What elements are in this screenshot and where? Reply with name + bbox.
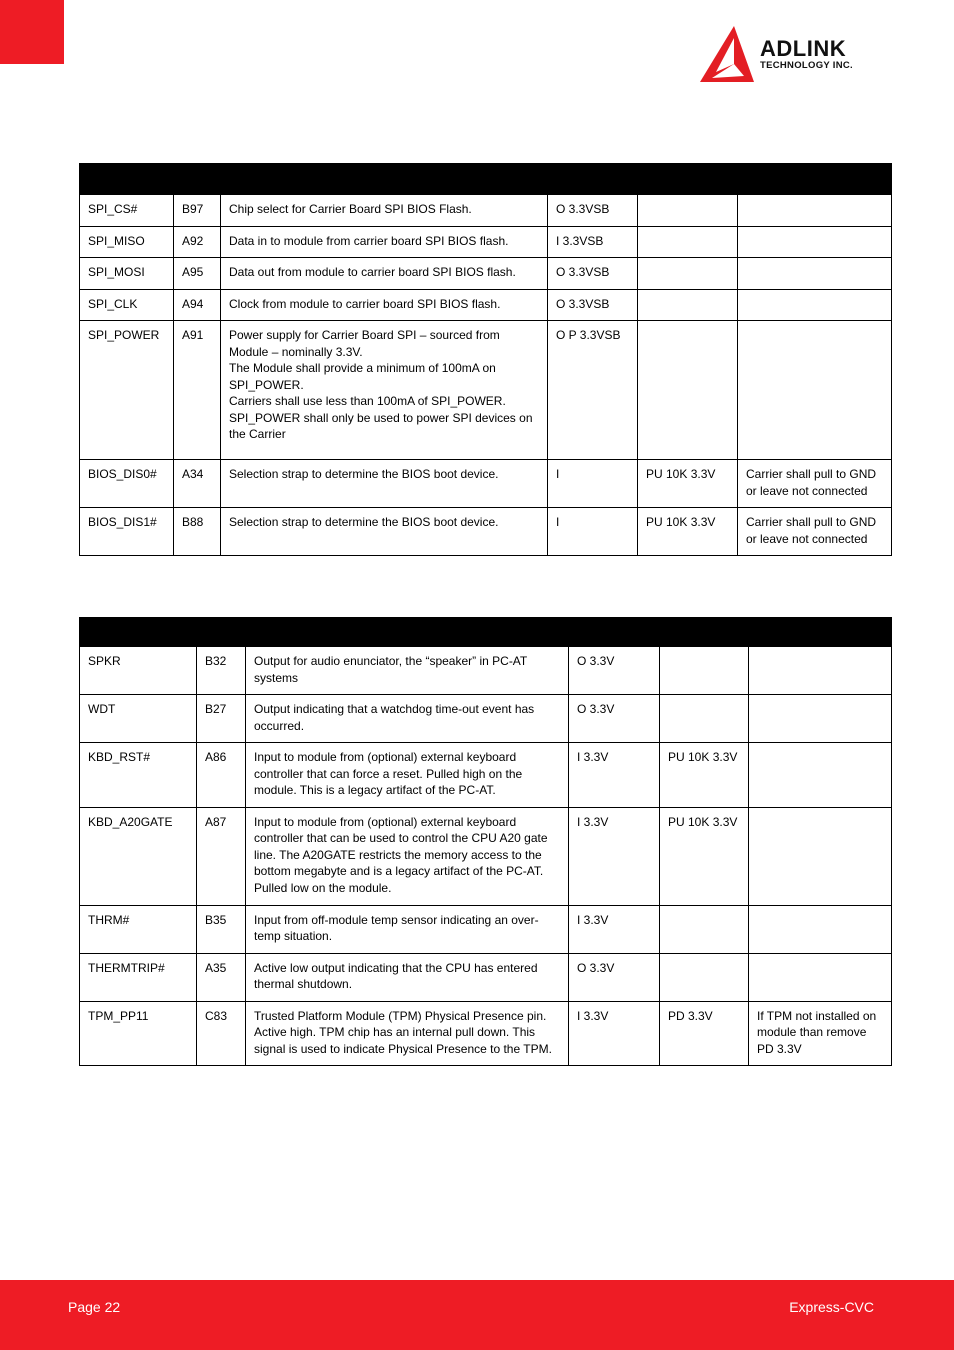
comment-cell: [738, 226, 892, 258]
pu-pd-cell: [660, 647, 749, 695]
io-type-cell: O 3.3V: [569, 953, 660, 1001]
logo-triangle-icon: [698, 24, 756, 84]
page-footer: [0, 1280, 954, 1350]
signal-name-cell: SPKR: [80, 647, 197, 695]
table-row: [80, 953, 892, 1001]
pu-pd-cell: [638, 289, 738, 321]
pu-pd-cell: [638, 321, 738, 460]
description-cell: Active low output indicating that the CPU has entered thermal shutdown.: [246, 953, 569, 1001]
signal-name-cell: BIOS_DIS1#: [80, 508, 174, 556]
description-cell: Input to module from (optional) external keyboard controller that can be used to control the CPU A20 gate line. The A20GATE restricts the memory access to the bottom megabyte and is a legacy artifact of the PC-AT. Pulled low on the module.: [246, 807, 569, 905]
io-type-cell: O P 3.3VSB: [548, 321, 638, 460]
table-row: [80, 508, 892, 556]
table-row: [80, 743, 892, 808]
pin-number-cell: A92: [174, 226, 221, 258]
pu-pd-cell: PD 3.3V: [660, 1001, 749, 1066]
pin-number-cell: A94: [174, 289, 221, 321]
pin-number-cell: B88: [174, 508, 221, 556]
table-row: [80, 289, 892, 321]
io-type-cell: O 3.3V: [569, 647, 660, 695]
pu-pd-cell: [638, 258, 738, 290]
description-cell: Selection strap to determine the BIOS boot device.: [221, 460, 548, 508]
comment-cell: Carrier shall pull to GND or leave not connected: [738, 460, 892, 508]
table-row: [80, 258, 892, 290]
description-cell: Clock from module to carrier board SPI BIOS flash.: [221, 289, 548, 321]
pin-number-cell: C83: [197, 1001, 246, 1066]
signal-name-cell: SPI_MISO: [80, 226, 174, 258]
misc-signal-table: [79, 617, 892, 1066]
signal-name-cell: TPM_PP11: [80, 1001, 197, 1066]
signal-name-cell: THRM#: [80, 905, 197, 953]
description-cell: Selection strap to determine the BIOS boot device.: [221, 508, 548, 556]
io-type-cell: O 3.3VSB: [548, 258, 638, 290]
comment-cell: [738, 195, 892, 227]
table-row: [80, 195, 892, 227]
pu-pd-cell: [638, 195, 738, 227]
pu-pd-cell: PU 10K 3.3V: [638, 508, 738, 556]
comment-cell: [749, 695, 892, 743]
signal-name-cell: BIOS_DIS0#: [80, 460, 174, 508]
pu-pd-cell: PU 10K 3.3V: [660, 807, 749, 905]
description-cell: Input to module from (optional) external keyboard controller that can force a reset. Pulled high on the module. This is a legacy artifact of the PC-AT.: [246, 743, 569, 808]
comment-cell: [738, 321, 892, 460]
description-cell: Input from off-module temp sensor indicating an over-temp situation.: [246, 905, 569, 953]
company-logo: [698, 24, 890, 86]
table-row: [80, 807, 892, 905]
io-type-cell: I: [548, 460, 638, 508]
page-number: Page 22: [68, 1299, 121, 1315]
signal-name-cell: SPI_CS#: [80, 195, 174, 227]
table-row: [80, 647, 892, 695]
signal-name-cell: THERMTRIP#: [80, 953, 197, 1001]
logo-tagline: TECHNOLOGY INC.: [760, 60, 853, 71]
table-row: [80, 460, 892, 508]
table-header-row: [80, 618, 892, 647]
pu-pd-cell: PU 10K 3.3V: [638, 460, 738, 508]
pin-number-cell: A87: [197, 807, 246, 905]
comment-cell: Carrier shall pull to GND or leave not connected: [738, 508, 892, 556]
comment-cell: [749, 905, 892, 953]
pin-number-cell: A35: [197, 953, 246, 1001]
description-cell: Chip select for Carrier Board SPI BIOS Flash.: [221, 195, 548, 227]
io-type-cell: I 3.3V: [569, 807, 660, 905]
pin-number-cell: A34: [174, 460, 221, 508]
comment-cell: [749, 953, 892, 1001]
description-cell: Data in to module from carrier board SPI BIOS flash.: [221, 226, 548, 258]
pu-pd-cell: [660, 695, 749, 743]
pu-pd-cell: [638, 226, 738, 258]
spi-signal-table: [79, 163, 892, 556]
description-cell: Output indicating that a watchdog time-out event has occurred.: [246, 695, 569, 743]
pin-number-cell: B35: [197, 905, 246, 953]
pin-number-cell: A91: [174, 321, 221, 460]
comment-cell: If TPM not installed on module than remove PD 3.3V: [749, 1001, 892, 1066]
pin-number-cell: B97: [174, 195, 221, 227]
signal-name-cell: KBD_RST#: [80, 743, 197, 808]
pu-pd-cell: [660, 905, 749, 953]
pin-number-cell: A95: [174, 258, 221, 290]
pin-number-cell: B27: [197, 695, 246, 743]
signal-name-cell: SPI_POWER: [80, 321, 174, 460]
comment-cell: [749, 807, 892, 905]
table-row: [80, 905, 892, 953]
io-type-cell: O 3.3V: [569, 695, 660, 743]
io-type-cell: I 3.3V: [569, 1001, 660, 1066]
description-cell: Output for audio enunciator, the “speaker” in PC-AT systems: [246, 647, 569, 695]
pu-pd-cell: [660, 953, 749, 1001]
signal-name-cell: WDT: [80, 695, 197, 743]
io-type-cell: O 3.3VSB: [548, 195, 638, 227]
signal-name-cell: SPI_CLK: [80, 289, 174, 321]
table-row: [80, 1001, 892, 1066]
pin-number-cell: B32: [197, 647, 246, 695]
description-cell: Power supply for Carrier Board SPI – sourced from Module – nominally 3.3V. The Module shall provide a minimum of 100mA on SPI_POWER. Carriers shall use less than 100mA of SPI_POWER. SPI_POWER shall only be used to power SPI devices on the Carrier: [221, 321, 548, 460]
logo-wordmark: ADLINK: [760, 36, 847, 61]
signal-name-cell: KBD_A20GATE: [80, 807, 197, 905]
product-name: Express-CVC: [789, 1299, 874, 1315]
comment-cell: [738, 289, 892, 321]
comment-cell: [738, 258, 892, 290]
description-cell: Data out from module to carrier board SPI BIOS flash.: [221, 258, 548, 290]
table-row: [80, 695, 892, 743]
table-row: [80, 226, 892, 258]
io-type-cell: I 3.3VSB: [548, 226, 638, 258]
table-row: [80, 321, 892, 460]
table-header-row: [80, 164, 892, 195]
pin-number-cell: A86: [197, 743, 246, 808]
io-type-cell: I 3.3V: [569, 905, 660, 953]
comment-cell: [749, 743, 892, 808]
comment-cell: [749, 647, 892, 695]
io-type-cell: O 3.3VSB: [548, 289, 638, 321]
io-type-cell: I 3.3V: [569, 743, 660, 808]
description-cell: Trusted Platform Module (TPM) Physical Presence pin. Active high. TPM chip has an internal pull down. This signal is used to indicate Physical Presence to the TPM.: [246, 1001, 569, 1066]
corner-accent: [0, 0, 64, 64]
io-type-cell: I: [548, 508, 638, 556]
pu-pd-cell: PU 10K 3.3V: [660, 743, 749, 808]
signal-name-cell: SPI_MOSI: [80, 258, 174, 290]
